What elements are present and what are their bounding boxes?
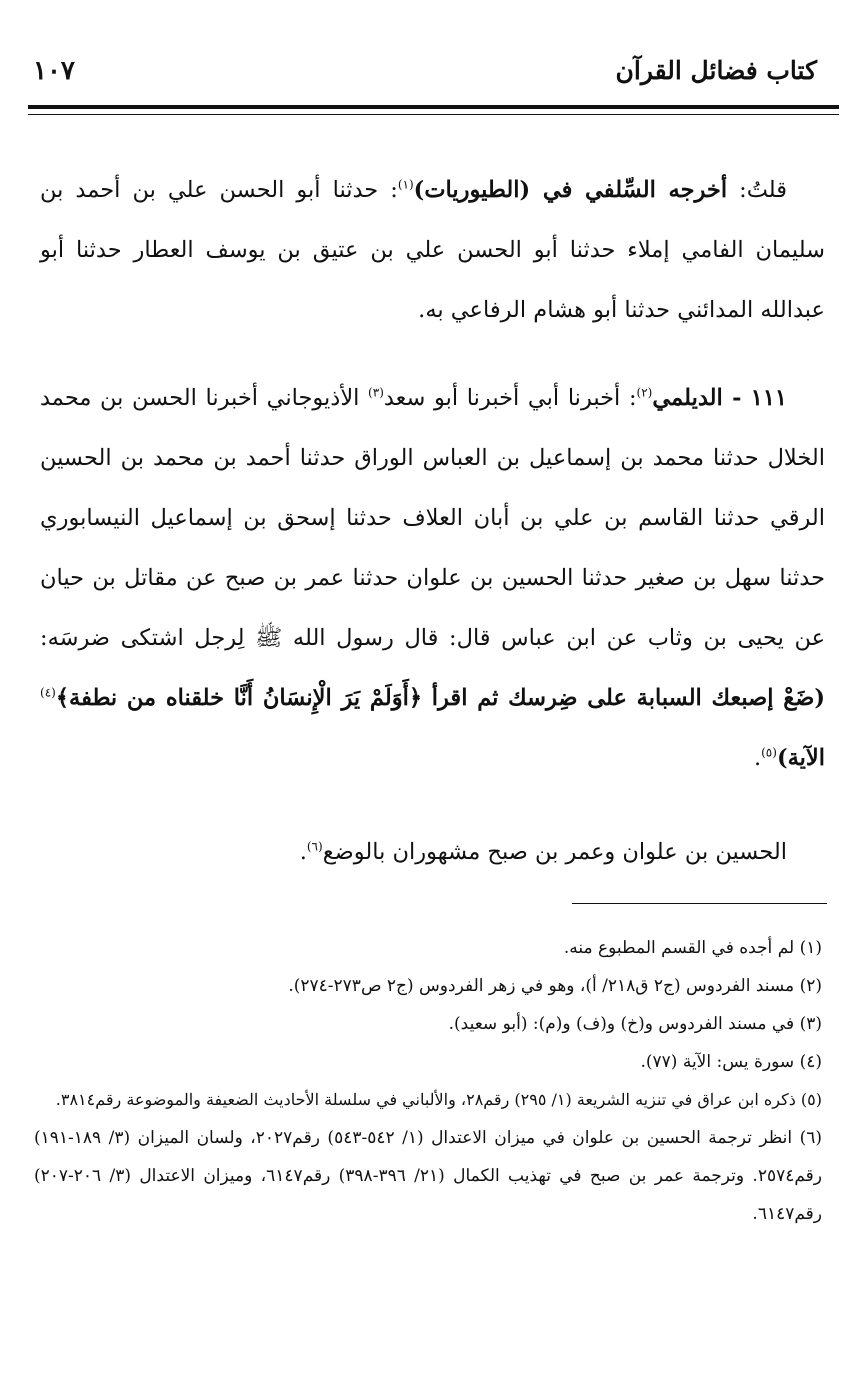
footnote-ref-3: (٣) xyxy=(368,385,384,400)
p2-end: . xyxy=(753,745,762,771)
footnote-4: (٤) سورة يس: الآية (٧٧). xyxy=(640,1052,822,1072)
footnote-ref-4: (٤) xyxy=(40,685,56,700)
footnote-1: (١) لم أجده في القسم المطبوع منه. xyxy=(563,938,822,958)
header-rule-thin xyxy=(28,114,839,115)
running-title: كتاب فضائل القرآن xyxy=(615,56,817,85)
footnote-ref-2: (٢) xyxy=(636,385,653,400)
p2-hadith-number: ١١١ - الديلمي xyxy=(652,385,787,411)
paragraph-3 xyxy=(40,822,825,882)
footnote-5: (٥) ذكره ابن عراق في تنزيه الشريعة (١/ ٢٩٥) رقم٢٨، والألباني في سلسلة الأحاديث الضعيفة والموضوعة رقم٣٨١٤. xyxy=(55,1090,822,1109)
p2-text-b: الأذيوجاني أخبرنا الحسن بن محمد الخلال حدثنا محمد بن إسماعيل بن العباس الوراق حدثنا أحمد بن محمد بن الحسين الرقي حدثنا القاسم بن علي بن أبان العلاف حدثنا إسحق بن إسماعيل النيسابوري حدثنا سهل بن صغير حدثنا الحسين بن علوان حدثنا عمر بن صبح عن مقاتل بن حيان عن يحيى بن وثاب عن ابن عباس قال: قال رسول الله ﷺ لِرجل اشتكى ضرسَه: xyxy=(40,385,825,651)
paragraph-2 xyxy=(40,368,825,788)
footnote-6: (٦) انظر ترجمة الحسين بن علوان في ميزان الاعتدال (١/ ٥٤٢-٥٤٣) رقم٢٠٢٧، ولسان الميزان (٣/ ١٨٩-١٩١) رقم٢٥٧٤. وترجمة عمر بن صبح في تهذيب الكمال (٢١/ ٣٩٦-٣٩٨) رقم٦١٤٧، وميزان الاعتدال (٣/ ٢٠٦-٢٠٧) رقم٦١٤٧. xyxy=(34,1128,823,1224)
header-rule-thick xyxy=(28,105,839,109)
p1-bold-source: أخرجه السِّلفي في (الطيوريات) xyxy=(413,177,728,203)
p2-aya-bold: الآية) xyxy=(776,745,825,771)
main-text xyxy=(40,160,825,882)
footnotes xyxy=(34,929,822,1233)
paragraph-gap xyxy=(40,340,825,368)
footnote-ref-5: (٥) xyxy=(761,745,777,760)
footnote-separator xyxy=(572,903,827,904)
page-number: ١٠٧ xyxy=(33,56,75,86)
footnote-ref-6: (٦) xyxy=(306,839,323,854)
footnote-ref-1: (١) xyxy=(397,177,414,192)
p1-text: : حدثنا أبو الحسن علي بن أحمد بن سليمان الفامي إملاء حدثنا أبو الحسن علي بن عتيق بن يوسف العطار حدثنا أبو عبدالله المدائني حدثنا أبو هشام الرفاعي به. xyxy=(40,177,825,323)
paragraph-gap xyxy=(40,788,825,822)
footnote-3: (٣) في مسند الفردوس و(خ) و(ف) و(م): (أبو سعيد). xyxy=(448,1014,822,1034)
footnote-2: (٢) مسند الفردوس (ج٢ ق٢١٨/ أ)، وهو في زهر الفردوس (ج٢ ص٢٧٣-٢٧٤). xyxy=(288,976,822,996)
p2-quote-bold: (ضَعْ إصبعك السبابة على ضِرسك ثم اقرأ ﴿أَوَلَمْ يَرَ الْإِنسَانُ أَنَّا خلقناه من نطفة﴾ xyxy=(55,685,825,711)
p3-end: . xyxy=(299,839,307,865)
p1-lead: قلتُ: xyxy=(727,177,788,203)
p2-text-a: : أخبرنا أبي أخبرنا أبو سعد xyxy=(383,385,637,411)
paragraph-1 xyxy=(40,160,825,340)
p3-text: الحسين بن علوان وعمر بن صبح مشهوران بالوضع xyxy=(322,839,787,865)
